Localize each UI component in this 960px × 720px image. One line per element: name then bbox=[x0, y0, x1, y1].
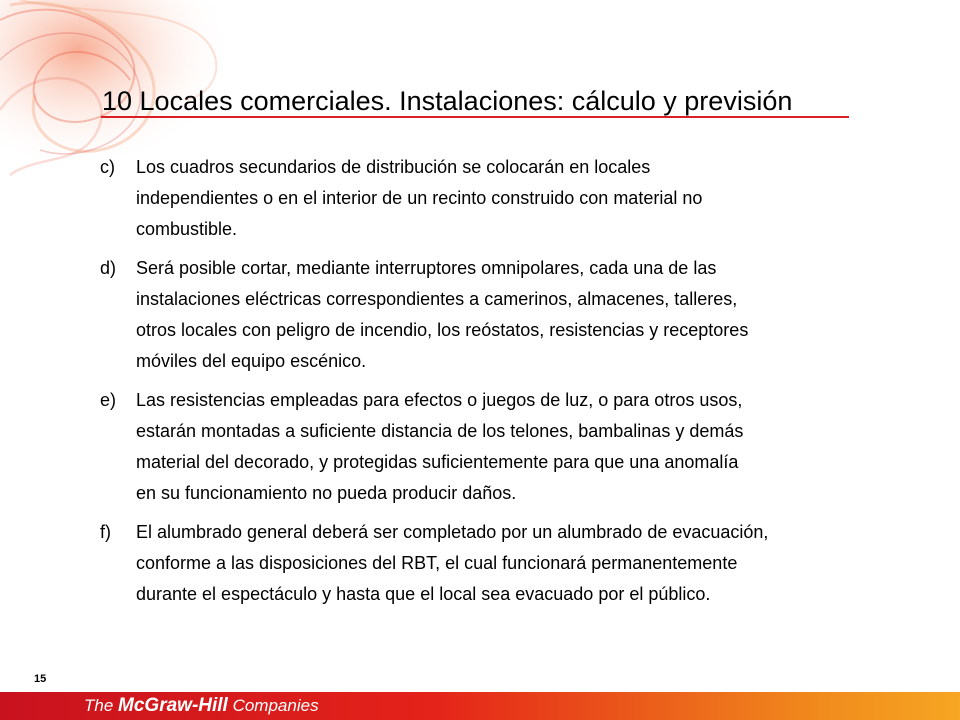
footer-bar bbox=[0, 692, 960, 720]
slide-title: 10 Locales comerciales. Instalaciones: cálculo y previsión bbox=[102, 86, 793, 116]
list-marker: e) bbox=[100, 390, 117, 410]
list-item-text bbox=[136, 152, 900, 245]
text-line: instalaciones eléctricas correspondientes a camerinos, almacenes, talleres, bbox=[136, 289, 738, 309]
logo-suffix: Companies bbox=[232, 696, 319, 715]
title-underline bbox=[101, 116, 849, 118]
list-item-text bbox=[136, 385, 900, 509]
list-marker: c) bbox=[100, 157, 115, 177]
text-line: Las resistencias empleadas para efectos o juegos de luz, o para otros usos, bbox=[136, 390, 743, 410]
text-line: independientes o en el interior de un recinto construido con material no bbox=[136, 188, 703, 208]
logo-prefix: The bbox=[84, 696, 114, 715]
list-item-f bbox=[100, 517, 900, 610]
text-line: Los cuadros secundarios de distribución se colocarán en locales bbox=[136, 157, 651, 177]
text-line: El alumbrado general deberá ser completado por un alumbrado de evacuación, bbox=[136, 522, 769, 542]
page-number: 15 bbox=[34, 673, 47, 685]
text-line: material del decorado, y protegidas suficientemente para que una anomalía bbox=[136, 452, 739, 472]
logo-brand: McGraw-Hill bbox=[118, 695, 228, 716]
text-line: Será posible cortar, mediante interruptores omnipolares, cada una de las bbox=[136, 258, 717, 278]
text-line: estarán montadas a suficiente distancia de los telones, bambalinas y demás bbox=[136, 421, 744, 441]
list-item-d bbox=[100, 253, 900, 377]
list-item-text bbox=[136, 517, 900, 610]
bullet-list bbox=[100, 152, 900, 618]
text-line: en su funcionamiento no pueda producir daños. bbox=[136, 483, 517, 503]
list-item-c bbox=[100, 152, 900, 245]
publisher-logo bbox=[84, 695, 319, 717]
text-line: móviles del equipo escénico. bbox=[136, 351, 367, 371]
text-line: conforme a las disposiciones del RBT, el cual funcionará permanentemente bbox=[136, 553, 738, 573]
list-marker: d) bbox=[100, 258, 117, 278]
list-marker: f) bbox=[100, 522, 111, 542]
list-item-e bbox=[100, 385, 900, 509]
text-line: combustible. bbox=[136, 219, 238, 239]
list-item-text bbox=[136, 253, 900, 377]
text-line: durante el espectáculo y hasta que el local sea evacuado por el público. bbox=[136, 584, 711, 604]
text-line: otros locales con peligro de incendio, los reóstatos, resistencias y receptores bbox=[136, 320, 749, 340]
